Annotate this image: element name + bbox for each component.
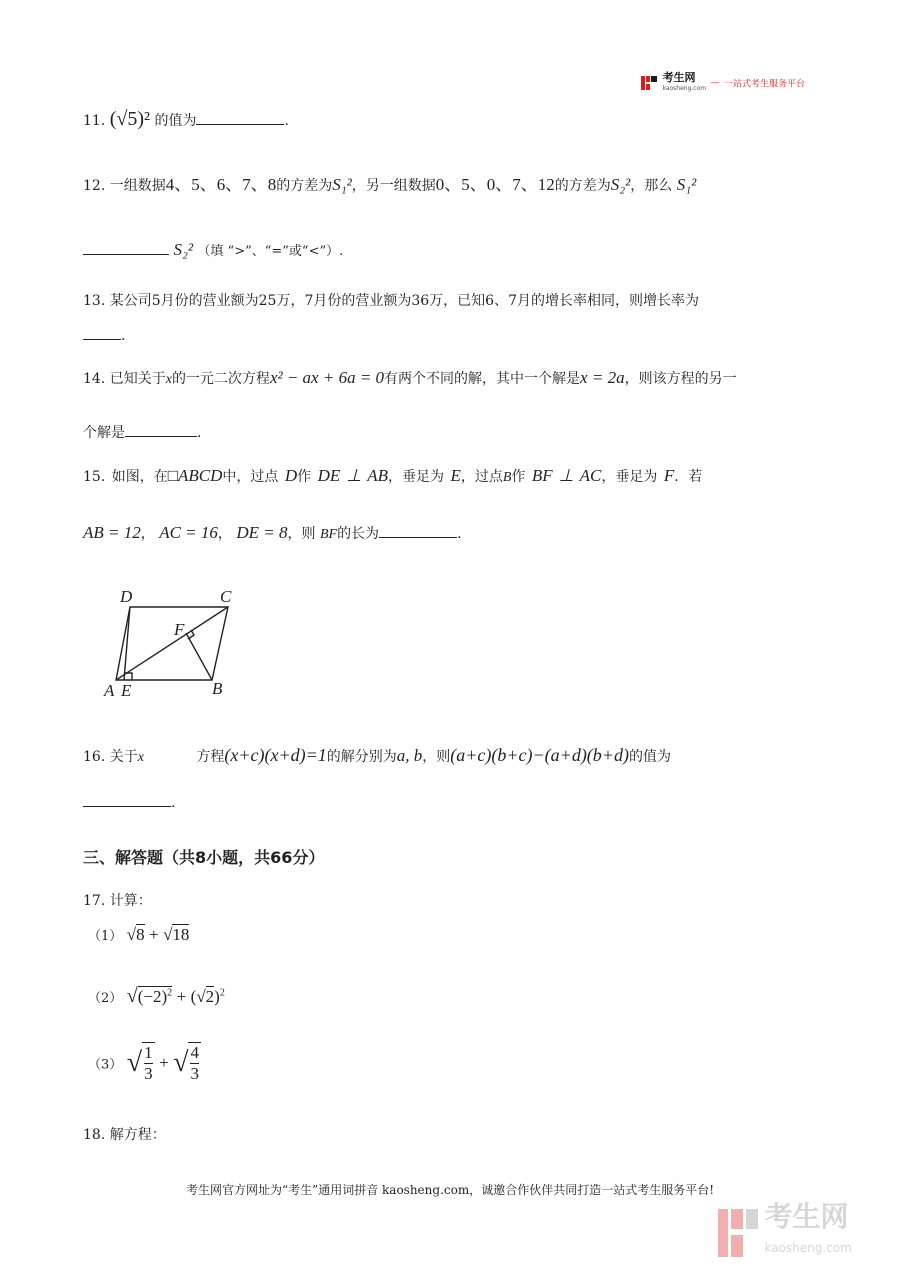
question-12-line2: S₂² （填 “>”、“=”或“<”）. bbox=[83, 240, 343, 260]
question-14-line2: 个解是 . bbox=[83, 425, 202, 441]
answer-blank bbox=[83, 805, 171, 807]
header-logo: 考生网 kaosheng.com — 一站式考生服务平台 bbox=[640, 73, 805, 93]
question-14: 14. 已知关于x的一元二次方程x² − ax + 6a = 0有两个不同的解，其中一个解是x = 2a，则该方程的另一 bbox=[83, 368, 737, 387]
question-15-line2: AB = 12， AC = 16， DE = 8，则 BF的长为 . bbox=[83, 523, 462, 542]
q11-text: 的值为 bbox=[154, 113, 197, 129]
q16-equation: (x+c)(x+d)=1 bbox=[224, 745, 327, 765]
question-16: 16. 关于x 方程(x+c)(x+d)=1的解分别为a, b，则(a+c)(b+c)−(a+d)(b+d)的值为 bbox=[83, 745, 671, 765]
variance-s2: S₂² bbox=[610, 175, 631, 194]
label-D: D bbox=[120, 587, 133, 606]
logo-slogan: 一站式考生服务平台 bbox=[724, 79, 806, 90]
question-13-line2: . bbox=[83, 328, 125, 344]
watermark-logo bbox=[716, 1200, 852, 1261]
variance-s1: S₁² bbox=[332, 175, 352, 194]
watermark-en: kaosheng.com bbox=[764, 1241, 852, 1255]
q11-expr: (√5)² bbox=[109, 108, 151, 130]
question-15: 15. 如图，在□ABCD中，过点 D作 DE ⊥ AB，垂足为 E，过点B作 BF ⊥ AC，垂足为 F．若 bbox=[83, 466, 703, 485]
answer-blank bbox=[125, 435, 197, 437]
q16-expr: (a+c)(b+c)−(a+d)(b+d) bbox=[450, 745, 629, 765]
label-B: B bbox=[212, 679, 223, 698]
q17-part1: （1） √8 + √18 bbox=[88, 925, 190, 944]
kaosheng-logo-icon bbox=[640, 74, 658, 92]
answer-blank bbox=[83, 338, 121, 340]
question-16-line2: . bbox=[83, 795, 175, 811]
label-C: C bbox=[220, 587, 232, 606]
label-F: F bbox=[174, 620, 185, 639]
q14-equation: x² − ax + 6a = 0 bbox=[269, 368, 385, 387]
answer-blank bbox=[83, 253, 169, 255]
section-heading: 三、解答题（共8小题，共66分） bbox=[83, 848, 325, 867]
q17-part2: （2） $√(-2)^2 + (√2)^2$ bbox=[88, 985, 225, 1007]
question-11: 11. (√5)² 的值为 . bbox=[83, 108, 289, 130]
question-18: 18. 解方程： bbox=[83, 1127, 166, 1143]
question-12: 12. 一组数据4、5、6、7、8的方差为S₁²，另一组数据0、5、0、7、12的方差为S₂²，那么 S₁² bbox=[83, 175, 697, 194]
watermark-cn: 考生网 bbox=[764, 1200, 849, 1233]
q14-solution: x = 2a bbox=[580, 368, 625, 387]
question-17: 17. 计算： bbox=[83, 893, 152, 909]
q-number: 11. bbox=[83, 113, 106, 129]
question-13: 13. 某公司5月份的营业额为25万，7月份的营业额为36万，已知6、7月的增长率相同，则增长率为 bbox=[83, 293, 699, 309]
kaosheng-watermark-icon bbox=[716, 1207, 760, 1259]
answer-blank bbox=[379, 536, 457, 538]
logo-cn: 考生网 bbox=[662, 71, 696, 84]
label-A: A bbox=[104, 681, 115, 700]
answer-blank bbox=[196, 123, 284, 125]
q17-part3: （3） $√\frac{1}{3}$ + $√\frac{4}{3}$ bbox=[88, 1043, 199, 1083]
variance-s1b: S₁² bbox=[676, 175, 697, 194]
logo-en: kaosheng.com bbox=[662, 85, 707, 92]
label-E: E bbox=[121, 681, 132, 700]
footer-text: 考生网官方网址为“考生”通用词拼音 kaosheng.com，诚邀合作伙伴共同打造一站式考生服务平台! bbox=[185, 1183, 715, 1197]
parallelogram-figure bbox=[100, 580, 250, 706]
